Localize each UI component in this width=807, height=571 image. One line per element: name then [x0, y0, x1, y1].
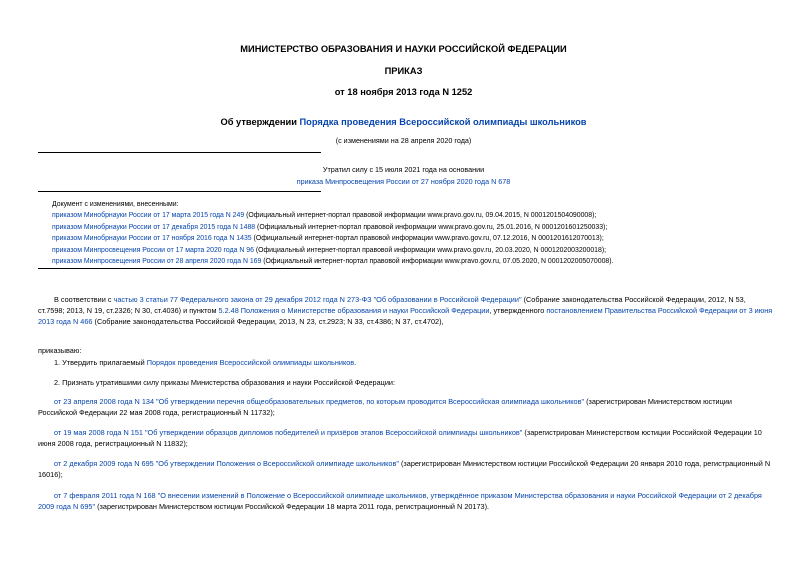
change-link[interactable]: приказом Минобрнауки России от 17 ноября 2016 года N 1435: [52, 235, 252, 242]
list-item: [52, 222, 792, 234]
doc-type: ПРИКАЗ: [384, 66, 423, 76]
list-item: [52, 210, 792, 222]
change-text: (Официальный интернет-портал правовой информации www.pravo.gov.ru, 25.01.2016, N 0001201601250033);: [255, 223, 608, 231]
repealed-item: [38, 396, 773, 418]
divider: [38, 152, 321, 153]
preamble-link-decree[interactable]: постановлением Правительства Российской Федерации от 3 июня 2013 года N 466: [38, 306, 773, 326]
change-link[interactable]: приказом Минобрнауки России от 17 марта 2015 года N 249: [52, 212, 245, 219]
order-point-2: 2. Признать утратившими силу приказы Министерства образования и науки Российской Федерации:: [54, 378, 396, 387]
doc-title: [0, 117, 807, 127]
order-point-1: [54, 357, 356, 368]
order-point-text: .: [354, 358, 357, 367]
repealed-text: (зарегистрирован Министерством юстиции Российской Федерации 18 марта 2011 года, регистрационный N 20173).: [95, 502, 490, 511]
order-point-text: 1. Утвердить прилагаемый: [54, 358, 147, 367]
doc-title-link[interactable]: Порядка проведения Всероссийской олимпиады школьников: [299, 117, 587, 127]
repealed-item: [38, 458, 773, 480]
repealed-item: [38, 490, 773, 512]
changes-list: [52, 210, 792, 268]
doc-date-number: от 18 ноября 2013 года N 1252: [334, 87, 473, 97]
repealed-text: (зарегистрирован Министерством юстиции Российской Федерации 10 июня 2008 года, регистрационный N 11832);: [38, 428, 762, 448]
change-text: (Официальный интернет-портал правовой информации www.pravo.gov.ru, 20.03.2020, N 0001202003200018);: [253, 246, 607, 254]
change-link[interactable]: приказом Минобрнауки России от 17 декабря 2015 года N 1488: [52, 223, 256, 231]
preamble-text: В соответствии с: [54, 295, 114, 304]
preamble-text: (Собрание законодательства Российской Федерации, 2012, N 53, ст.7598; 2013, N 19, ст.2326; N 30, ст.4036) и пунктом: [38, 295, 746, 315]
preamble-link-law[interactable]: частью 3 статьи 77 Федерального закона от 29 декабря 2012 года N 273-ФЗ "Об образовании в Российской Федерации": [113, 295, 522, 304]
order-word: приказываю:: [38, 346, 82, 355]
change-link[interactable]: приказом Минпросвещения России от 17 марта 2020 года N 96: [52, 246, 254, 254]
amendment-note: (с изменениями на 28 апреля 2020 года): [335, 136, 472, 145]
preamble: [38, 294, 773, 327]
divider: [38, 268, 321, 269]
repealed-link[interactable]: от 23 апреля 2008 года N 134 "Об утверждении перечня общеобразовательных предметов, по которым проводится Всероссийская олимпиада школьников": [54, 397, 585, 406]
list-item: [52, 245, 792, 257]
change-text: (Официальный интернет-портал правовой информации www.pravo.gov.ru, 07.12.2016, N 0001201612070013);: [251, 235, 604, 242]
list-item: [52, 256, 792, 268]
change-text: (Официальный интернет-портал правовой информации www.pravo.gov.ru, 09.04.2015, N 0001201504090008);: [244, 212, 597, 219]
preamble-text: , утвержденного: [489, 306, 547, 315]
repealed-link[interactable]: от 7 февраля 2011 года N 168 "О внесении изменений в Положение о Всероссийской олимпиаде школьников, утверждённое приказом Министерства образования и науки Российской Федерации от 2 декабря 2009 года N 695": [38, 491, 762, 511]
repealed-text: (зарегистрирован Министерством юстиции Российской Федерации 22 мая 2008 года, регистрационный N 11732);: [38, 397, 732, 417]
order-point-link[interactable]: Порядок проведения Всероссийской олимпиады школьников: [146, 358, 355, 367]
preamble-text: (Собрание законодательства Российской Федерации, 2013, N 23, ст.2923; N 33, ст.4386; N 37, ст.4702),: [92, 317, 444, 326]
change-link[interactable]: приказом Минпросвещения России от 28 апреля 2020 года N 169: [52, 258, 262, 265]
change-text: (Официальный интернет-портал правовой информации www.pravo.gov.ru, 07.05.2020, N 0001202005070008).: [261, 258, 614, 265]
doc-title-prefix: Об утверждении: [220, 117, 300, 127]
repealed-link[interactable]: от 19 мая 2008 года N 151 "Об утверждении образцов дипломов победителей и призёров этапов Всероссийской олимпиады школьников": [54, 428, 523, 437]
status-text: Утратил силу с 15 июля 2021 года на основании: [322, 165, 485, 174]
list-item: [52, 233, 792, 245]
changes-heading: Документ с изменениями, внесенными:: [52, 201, 179, 208]
status-link[interactable]: приказа Минпросвещения России от 27 ноября 2020 года N 678: [296, 177, 511, 186]
preamble-link-regulation[interactable]: 5.2.48 Положения о Министерстве образования и науки Российской Федерации: [218, 306, 490, 315]
repealed-link[interactable]: от 2 декабря 2009 года N 695 "Об утверждении Положения о Всероссийской олимпиаде школьников": [54, 459, 399, 468]
repealed-text: (зарегистрирован Министерством юстиции Российской Федерации 20 января 2010 года, регистрационный N 16016);: [38, 459, 771, 479]
divider: [38, 191, 321, 192]
ministry-heading: МИНИСТЕРСТВО ОБРАЗОВАНИЯ И НАУКИ РОССИЙСКОЙ ФЕДЕРАЦИИ: [240, 44, 567, 54]
repealed-item: [38, 427, 773, 449]
